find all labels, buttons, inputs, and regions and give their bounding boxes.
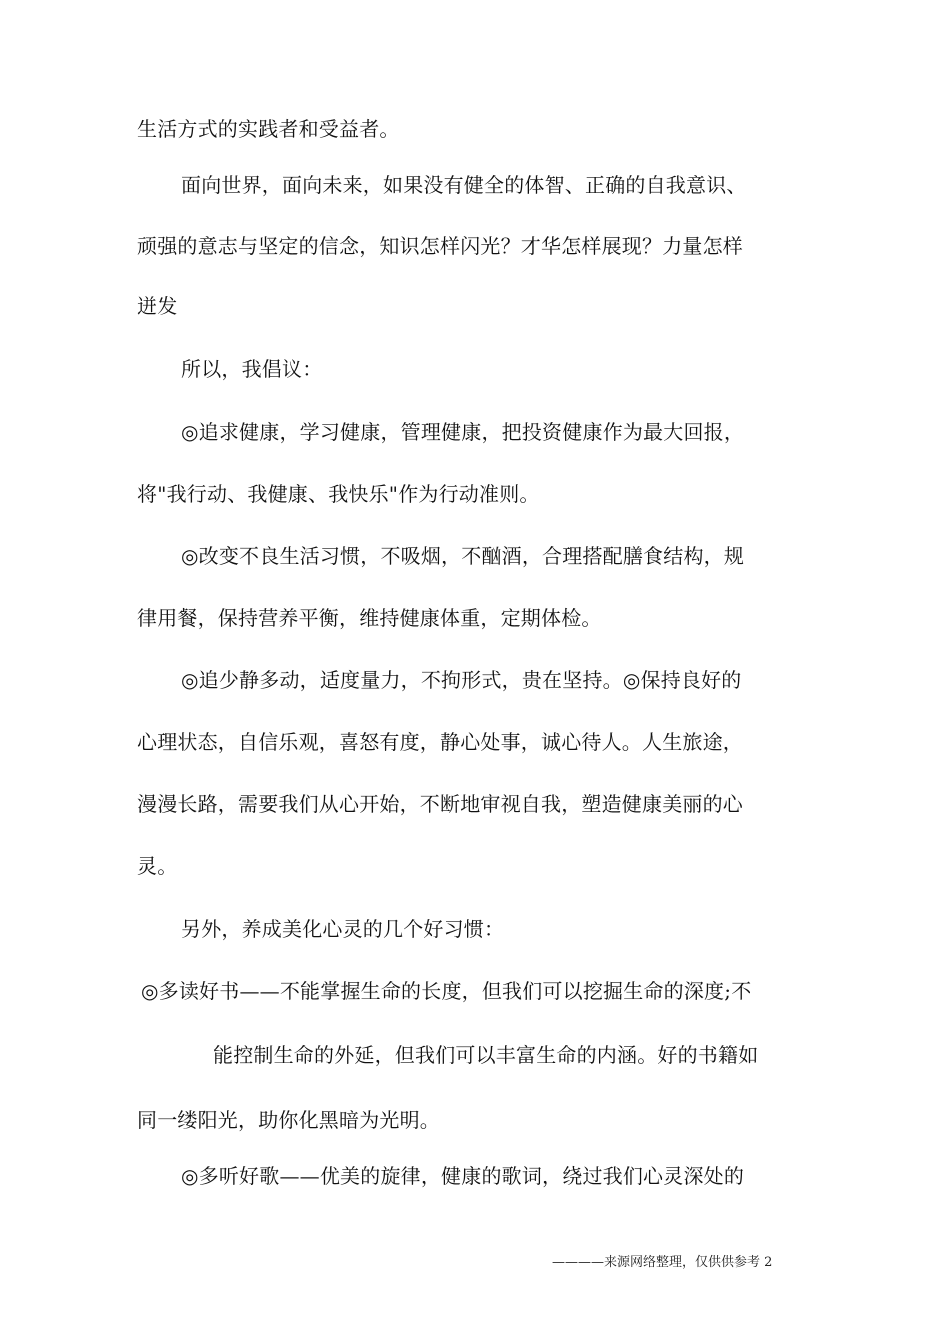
body-text-line: 面向世界，面向未来，如果没有健全的体智、正确的自我意识、 xyxy=(181,173,747,197)
body-text-line: 迸发 xyxy=(137,294,178,318)
body-text-line: ◎追求健康，学习健康，管理健康，把投资健康作为最大回报， xyxy=(181,420,745,444)
page-footer: ————来源网络整理，仅供供参考 2 xyxy=(552,1255,773,1270)
body-text-line: 同一缕阳光，助你化黑暗为光明。 xyxy=(137,1108,440,1132)
body-text-line: 律用餐，保持营养平衡，维持健康体重，定期体检。 xyxy=(137,606,602,630)
body-text-line: 将"我行动、我健康、我快乐"作为行动准则。 xyxy=(137,482,540,506)
body-text-line: 生活方式的实践者和受益者。 xyxy=(137,117,400,141)
body-text-line: 所以，我倡议： xyxy=(181,357,323,381)
body-text-line: ◎多读好书——不能掌握生命的长度，但我们可以挖掘生命的深度;不 xyxy=(141,979,752,1003)
body-text-line: 另外，养成美化心灵的几个好习惯： xyxy=(181,917,505,941)
body-text-line: 顽强的意志与坚定的信念，知识怎样闪光？才华怎样展现？力量怎样 xyxy=(137,234,743,258)
body-text-line: 灵。 xyxy=(137,854,178,878)
body-text-line: 漫漫长路，需要我们从心开始，不断地审视自我，塑造健康美丽的心 xyxy=(137,792,743,816)
body-text-line: 能控制生命的外延，但我们可以丰富生命的内涵。好的书籍如 xyxy=(213,1043,759,1067)
body-text-line: ◎追少静多动，适度量力，不拘形式，贵在坚持。◎保持良好的 xyxy=(181,668,742,692)
body-text-line: ◎多听好歌——优美的旋律，健康的歌词，绕过我们心灵深处的 xyxy=(181,1164,745,1188)
body-text-line: ◎改变不良生活习惯，不吸烟，不酗酒，合理搭配膳食结构，规 xyxy=(181,544,745,568)
body-text-line: 心理状态，自信乐观，喜怒有度，静心处事，诚心待人。人生旅途， xyxy=(137,730,743,754)
